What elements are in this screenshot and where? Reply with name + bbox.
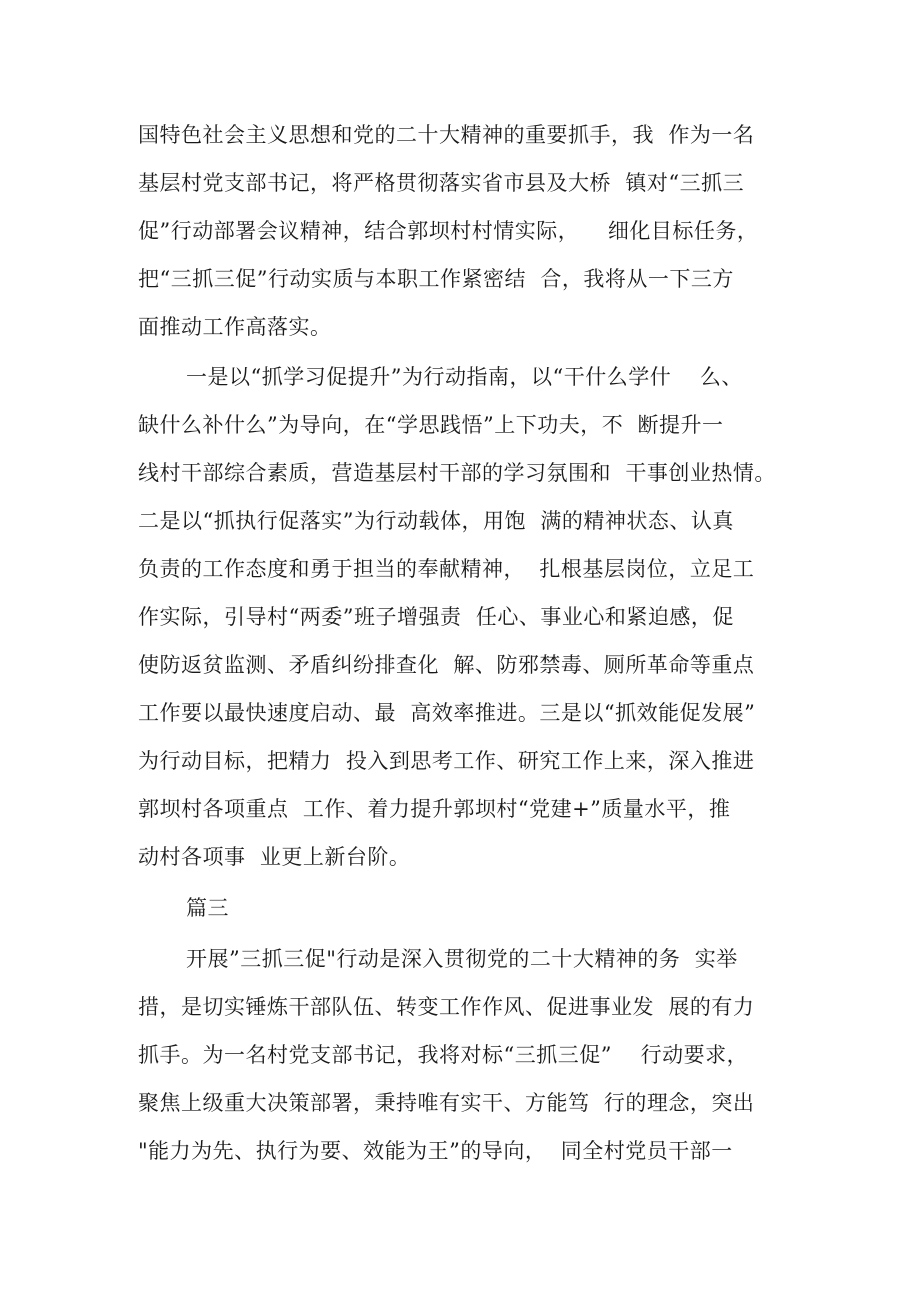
text-line: 促”行动部署会议精神，结合郭坝村村情实际， 细化目标任务，	[138, 219, 759, 243]
text-line: 面推动工作高落实。	[138, 315, 332, 339]
text-line: 动村各项事 业更上新台阶。	[138, 845, 411, 869]
section-heading: 篇三	[186, 896, 229, 920]
text-line: 把“三抓三促”行动实质与本职工作紧密结 合，我将从一下三方	[138, 267, 734, 291]
text-line: 国特色社会主义思想和党的二十大精神的重要抓手，我 作为一名	[138, 123, 755, 147]
text-line: 抓手。为一名村党支部书记，我将对标“三抓三促” 行动要求，	[138, 1043, 749, 1067]
paragraph-first-line: 一是以“抓学习促提升”为行动指南，以“干什么学什 么、	[186, 365, 743, 389]
paragraph-first-line: 开展”三抓三促"行动是深入贯彻党的二十大精神的务 实举	[186, 947, 738, 971]
text-line: 为行动目标，把精力 投入到思考工作、研究工作上来，深入推进	[138, 749, 755, 773]
text-line: 使防返贫监测、矛盾纠纷排查化 解、防邪禁毒、厕所革命等重点	[138, 653, 755, 677]
text-line: 聚焦上级重大决策部署，秉持唯有实干、方能笃 行的理念，突出	[138, 1091, 755, 1115]
text-line: 郭坝村各项重点 工作、着力提升郭坝村“党建+”质量水平，推	[138, 797, 731, 821]
text-line: 基层村党支部书记，将严格贯彻落实省市县及大桥 镇对“三抓三	[138, 171, 745, 195]
text-line: 工作要以最快速度启动、最 高效率推进。三是以“抓效能促发展”	[138, 701, 756, 725]
text-line: 措，是切实锤炼干部队伍、转变工作作风、促进事业发 展的有力	[138, 995, 755, 1019]
text-line: 缺什么补什么”为导向，在“学思践悟”上下功夫，不 断提升一	[138, 413, 724, 437]
text-line: 二是以“抓执行促落实”为行动载体，用饱 满的精神状态、认真	[138, 509, 734, 533]
text-line: 作实际，引导村“两委”班子增强责 任心、事业心和紧迫感，促	[138, 605, 734, 629]
text-line: "能力为先、执行为要、效能为王”的导向， 同全村党员干部一	[138, 1139, 733, 1163]
text-line: 线村干部综合素质，营造基层村干部的学习氛围和 干事创业热情。	[138, 461, 776, 485]
text-line: 负责的工作态度和勇于担当的奉献精神， 扎根基层岗位，立足工	[138, 557, 755, 581]
